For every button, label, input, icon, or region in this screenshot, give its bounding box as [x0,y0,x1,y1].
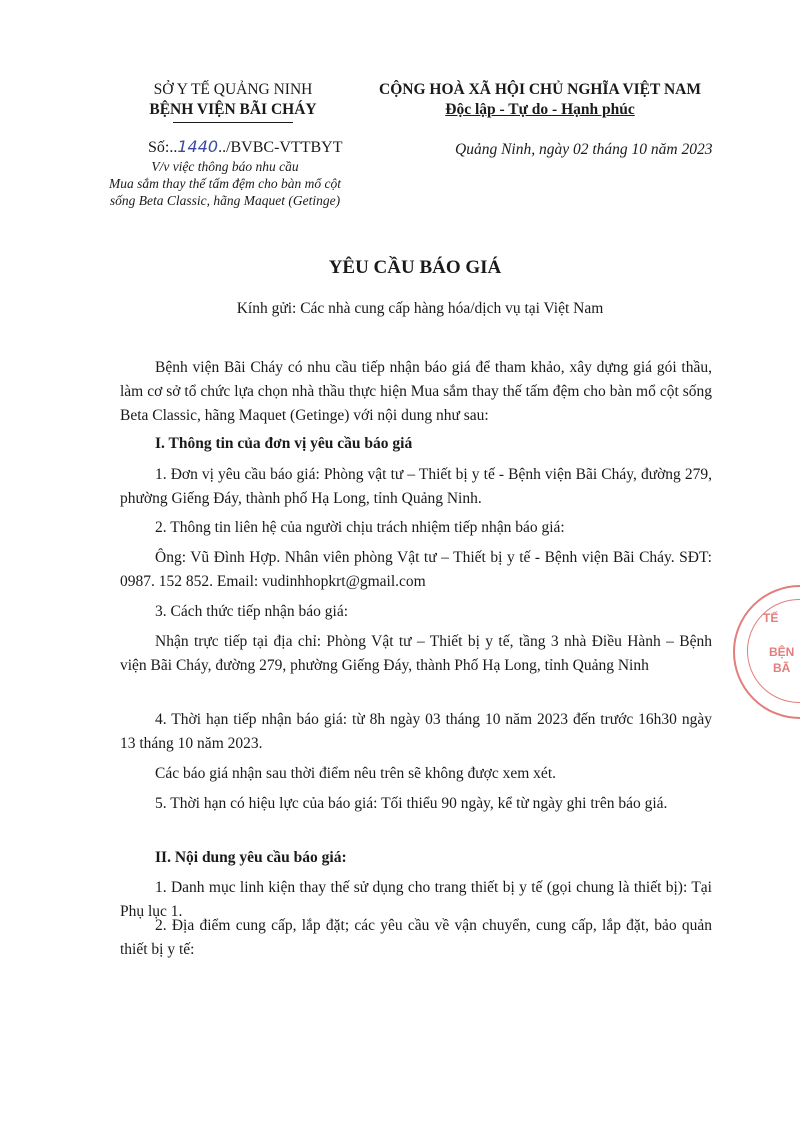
intro-paragraph: Bệnh viện Bãi Cháy có nhu cầu tiếp nhận báo giá để tham khảo, xây dựng giá gói thầu, làm cơ sở tổ chức lựa chọn nhà thầu thực hiện Mua sắm thay thế tấm đệm cho bàn mổ cột sống Beta Classic, hãng Maquet (Getinge) với nội dung như sau: [120,359,712,424]
section-2-title: II. Nội dung yêu cầu báo giá: [155,849,347,866]
org-block [118,80,348,123]
red-seal-stamp [733,585,800,719]
country-name: CỘNG HOÀ XÃ HỘI CHỦ NGHĨA VIỆT NAM [379,81,701,98]
org-name: BỆNH VIỆN BÃI CHÁY [149,101,317,118]
handwritten-number: 1440 [177,137,219,156]
s2-item-2: 2. Địa điểm cung cấp, lắp đặt; các yêu cầu về vận chuyển, cung cấp, lắp đặt, bảo quản thiết bị y tế: [120,917,712,958]
s1-item-1: 1. Đơn vị yêu cầu báo giá: Phòng vật tư – Thiết bị y tế - Bệnh viện Bãi Cháy, đường 279, phường Giếng Đáy, thành phố Hạ Long, tỉnh Quảng Ninh. [120,466,712,507]
s1-item-2-detail: Ông: Vũ Đình Hợp. Nhân viên phòng Vật tư – Thiết bị y tế - Bệnh viện Bãi Cháy. SĐT: 0987. 152 852. Email: vudinhhopkrt@gmail.com [120,549,712,590]
s1-item-2: 2. Thông tin liên hệ của người chịu trách nhiệm tiếp nhận báo giá: [155,519,565,536]
subject-block [80,158,370,209]
stamp-text-1: TẾ [763,611,779,625]
doc-number: Số:..1440../BVBC-VTTBYT [148,137,343,156]
national-header [360,80,720,120]
section-1-title: I. Thông tin của đơn vị yêu cầu báo giá [155,435,413,452]
stamp-text-2: BỆN [769,645,795,659]
s1-item-4-note: Các báo giá nhận sau thời điểm nêu trên sẽ không được xem xét. [155,765,556,782]
document-title: YÊU CẦU BÁO GIÁ [328,257,502,278]
motto: Độc lập - Tự do - Hạnh phúc [445,101,635,118]
org-parent: SỞ Y TẾ QUẢNG NINH [153,81,313,98]
s1-item-3-detail: Nhận trực tiếp tại địa chỉ: Phòng Vật tư – Thiết bị y tế, tầng 3 nhà Điều Hành – Bệnh viện Bãi Cháy, đường 279, phường Giếng Đáy, thành Phố Hạ Long, tỉnh Quảng Ninh [120,633,712,674]
subject-line-1: V/v việc thông báo nhu cầu [151,159,299,174]
s1-item-3: 3. Cách thức tiếp nhận báo giá: [155,603,349,620]
stamp-text-3: BÃ [773,661,791,675]
subject-line-3: sống Beta Classic, hãng Maquet (Getinge) [109,193,341,208]
subject-line-2: Mua sắm thay thế tấm đệm cho bàn mổ cột [108,176,342,191]
s1-item-4: 4. Thời hạn tiếp nhận báo giá: từ 8h ngày 03 tháng 10 năm 2023 đến trước 16h30 ngày 13 tháng 10 năm 2023. [120,711,712,752]
org-divider [173,122,293,123]
salutation: Kính gửi: Các nhà cung cấp hàng hóa/dịch vụ tại Việt Nam [236,300,604,317]
s2-item-1: 1. Danh mục linh kiện thay thế sử dụng cho trang thiết bị y tế (gọi chung là thiết bị): Tại Phụ lục 1. [120,879,712,920]
date-line: Quảng Ninh, ngày 02 tháng 10 năm 2023 [455,141,713,158]
s1-item-5: 5. Thời hạn có hiệu lực của báo giá: Tối thiểu 90 ngày, kể từ ngày ghi trên báo giá. [155,795,668,812]
